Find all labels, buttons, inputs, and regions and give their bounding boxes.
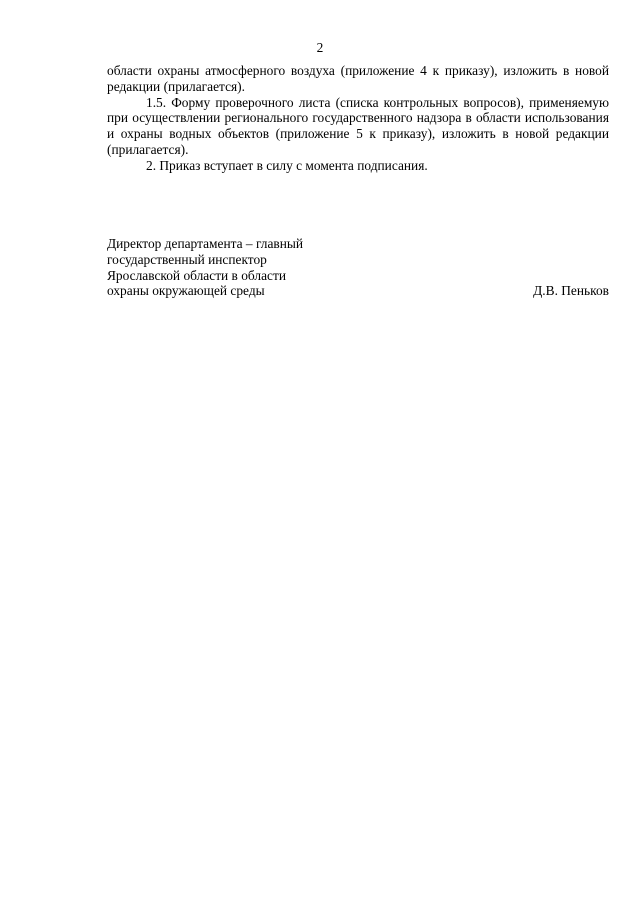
signatory-title-line: государственный инспектор — [107, 251, 267, 267]
signatory-title-line: Ярославской области в области — [107, 267, 286, 283]
paragraph-item-1-5: 1.5. Форму проверочного листа (списка контрольных вопросов), применяемую при осуществлении регионального государственного надзора в области использования и охраны водных объектов (приложение 5 к приказу), изложить в новой редакции (прилагается). — [107, 94, 609, 157]
paragraph-continuation: области охраны атмосферного воздуха (приложение 4 к приказу), изложить в новой редакции (прилагается). — [107, 63, 609, 94]
signatory-name: Д.В. Пеньков — [533, 283, 609, 299]
signature-last-line — [107, 283, 609, 299]
document-body — [107, 63, 609, 174]
signature-block — [107, 236, 609, 299]
signatory-title — [107, 236, 609, 283]
signatory-title-line: Директор департамента – главный — [107, 236, 304, 251]
signatory-title-line: охраны окружающей среды — [107, 283, 265, 299]
paragraph-item-2: 2. Приказ вступает в силу с момента подписания. — [146, 157, 428, 173]
page-number: 2 — [316, 40, 324, 55]
